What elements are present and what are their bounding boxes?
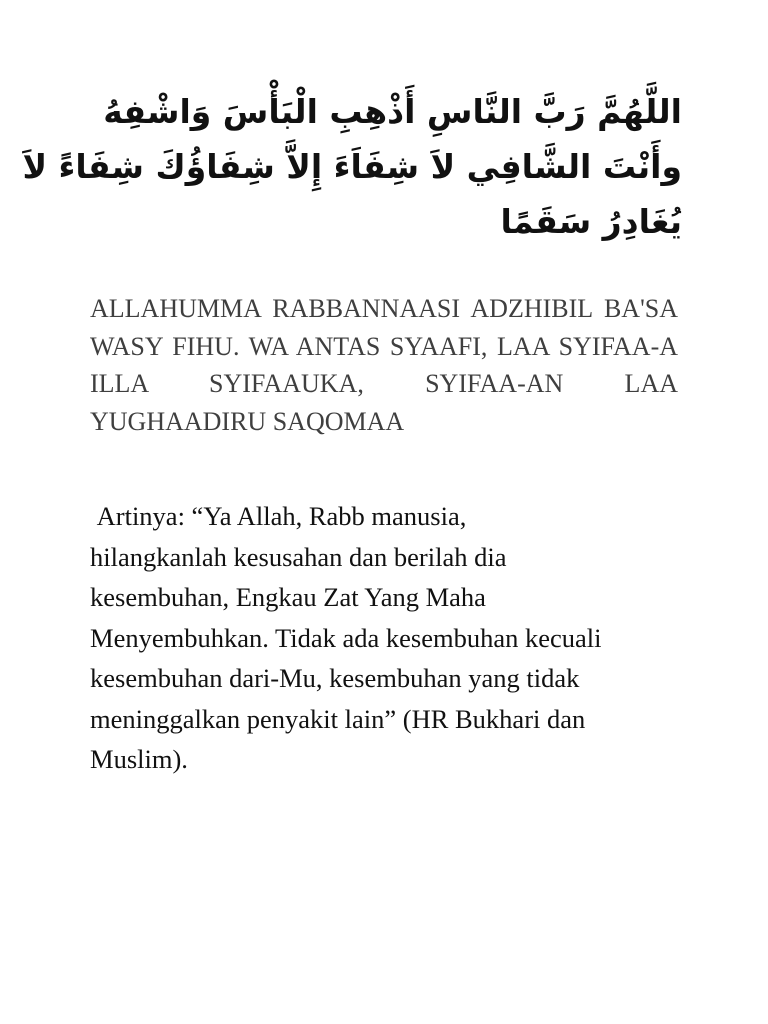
translation-paragraph: Artinya: “Ya Allah, Rabb manusia, hilangkanlah kesusahan dan berilah dia kesembuhan, Engkau Zat Yang Maha Menyembuhkan. Tidak ada kesembuhan kecuali kesembuhan dari-Mu, kesembuhan yang tidak meninggalkan penyakit lain” (HR Bukhari dan Muslim).	[90, 501, 602, 774]
arabic-line-2: وأَنْتَ الشَّافِي لاَ شِفَاَءَ إِلاَّ شِفَاؤُكَ شِفَاءً لاَ	[22, 147, 682, 186]
arabic-line-1: اللَّهُمَّ رَبَّ النَّاسِ أَذْهِبِ الْبَأْسَ وَاشْفِهُ	[103, 92, 682, 131]
transliteration-paragraph: ALLAHUMMA RABBANNAASI ADZHIBIL BA'SA WASY FIHU. WA ANTAS SYAAFI, LAA SYIFAA-A ILLA SYIFAAUKA, SYIFAA-AN LAA YUGHAADIRU SAQOMAA	[90, 294, 678, 436]
arabic-prayer-text	[22, 84, 682, 249]
arabic-line-3: يُغَادِرُ سَقَمًا	[500, 202, 682, 241]
